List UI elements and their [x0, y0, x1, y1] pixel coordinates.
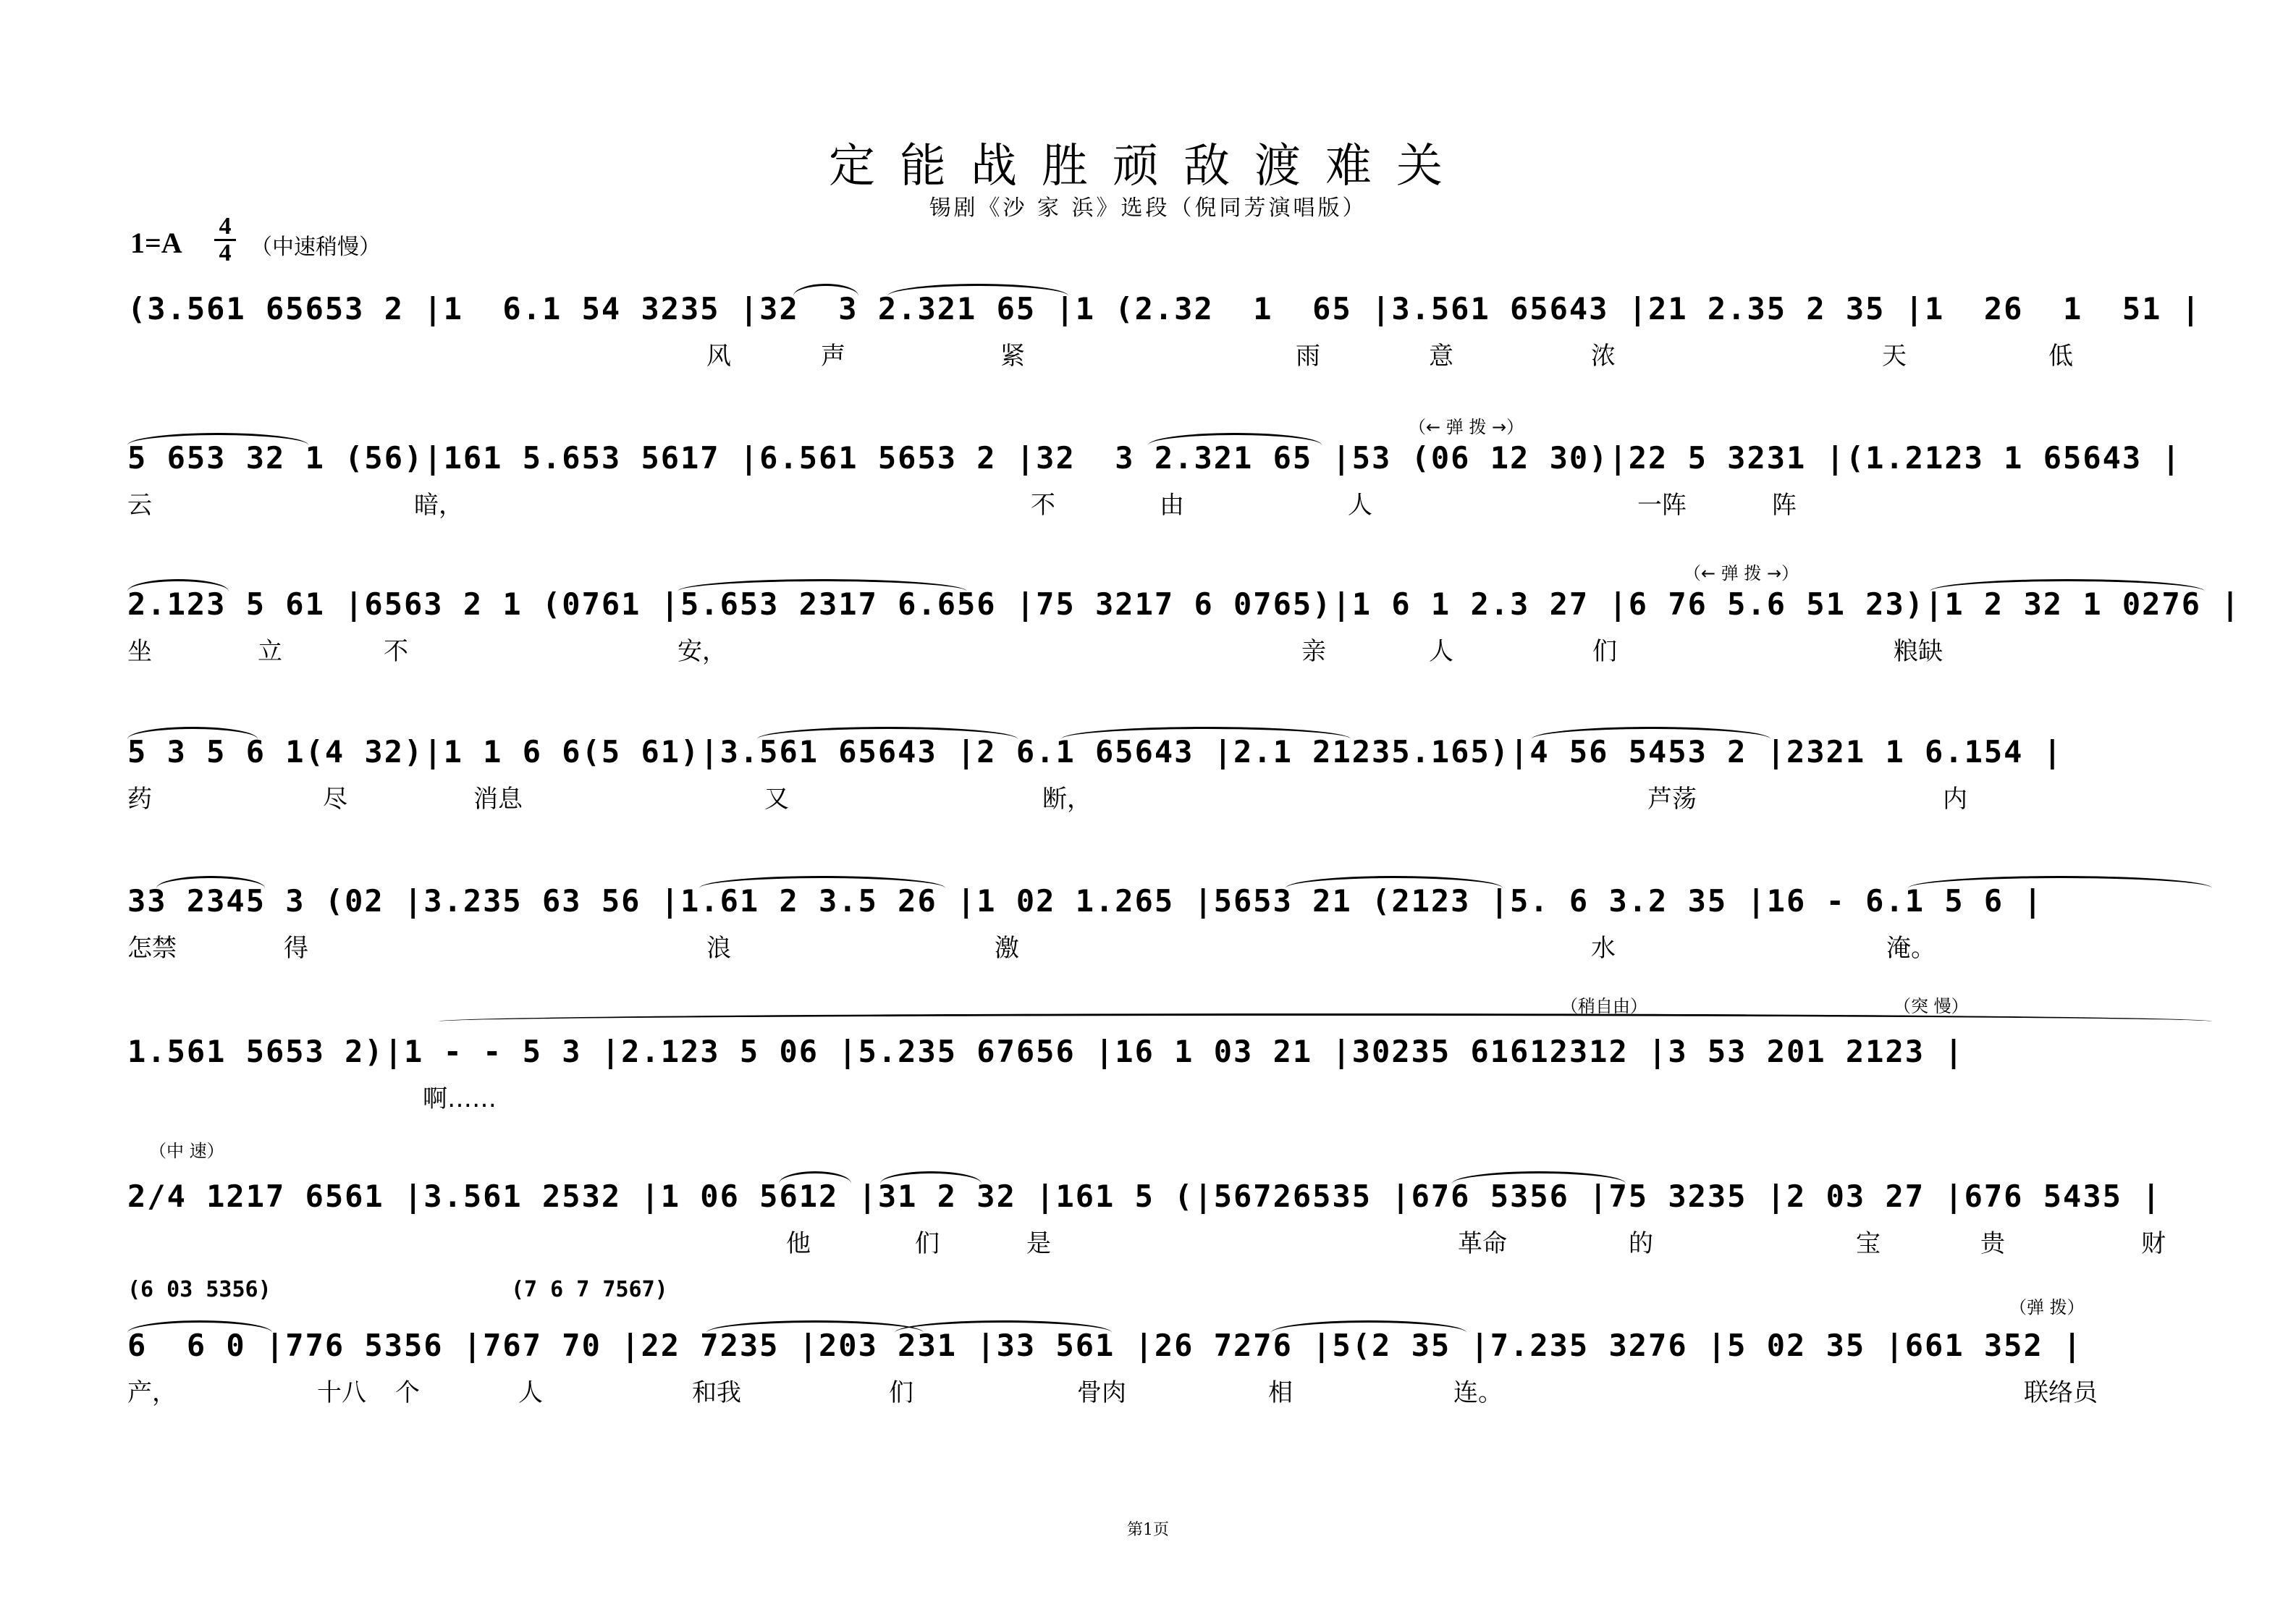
page-number: 第1页: [1127, 1521, 1169, 1539]
annotation: （← 弹 拨 →）: [1409, 417, 1524, 437]
notation-line: (3.561 65653 2 |1 6.1 54 3235 |32 3 2.321 65 |1 (2.32 1 65 |3.561 65643 |21 2.35 2 35 |1 26 1 51 |: [127, 291, 2202, 326]
annotation: (6 03 5356): [127, 1277, 271, 1302]
lyric: 暗，: [414, 491, 463, 520]
lyric: 芦荡: [1647, 785, 1697, 814]
lyric: 由: [1160, 491, 1184, 520]
lyric: 水: [1591, 934, 1616, 963]
lyric: 连。: [1453, 1378, 1503, 1407]
lyric: 十八: [317, 1378, 366, 1407]
lyric: 雨: [1296, 342, 1320, 371]
annotation: （← 弹 拨 →）: [1684, 563, 1799, 583]
lyric: 尽: [323, 785, 347, 814]
lyric: 的: [1629, 1229, 1653, 1258]
lyric: 粮缺: [1894, 637, 1943, 666]
lyric: 财: [2141, 1229, 2166, 1258]
notation-line: 2/4 1217 6561 |3.561 2532 |1 06 5612 |31 2 32 |161 5 (|56726535 |676 5356 |75 3235 |2 03 27 |676 5435 |: [127, 1179, 2162, 1214]
lyric: 激: [995, 934, 1019, 963]
lyric: 贵: [1980, 1229, 2005, 1258]
key-signature: 1=A: [130, 227, 182, 259]
lyric: 安，: [678, 637, 727, 666]
lyric: 不: [1031, 491, 1055, 520]
tempo-marking: （中速稍慢）: [250, 235, 381, 260]
lyric: 浓: [1591, 342, 1616, 371]
notation-line: 5 3 5 6 1(4 32)|1 1 6 6(5 61)|3.561 65643 |2 6.1 65643 |2.1 21235.165)|4 56 5453 2 |2321 1 6.154 |: [127, 734, 2064, 770]
lyric: 浪: [706, 934, 731, 963]
lyric: 和我: [692, 1378, 741, 1407]
notation-line: 6 6 0 |776 5356 |767 70 |22 7235 |203 231 |33 561 |26 7276 |5(2 35 |7.235 3276 |5 02 35 |661 352 |: [127, 1328, 2083, 1363]
notation-line: 2.123 5 61 |6563 2 1 (0761 |5.653 2317 6.656 |75 3217 6 0765)|1 6 1 2.3 27 |6 76 5.6 51 23)|1 2 32 1 0276 |: [127, 586, 2241, 622]
lyric: 骨肉: [1077, 1378, 1126, 1407]
lyric: 天: [1882, 342, 1907, 371]
lyric: 个: [395, 1378, 420, 1407]
lyric: 声: [821, 342, 845, 371]
song-title: 定能战胜顽敌渡难关: [829, 140, 1467, 193]
lyric: 人: [1429, 637, 1453, 666]
lyric: 风: [706, 342, 731, 371]
lyric: 低: [2048, 342, 2073, 371]
time-signature-top: 4: [219, 213, 232, 240]
annotation: （中 速）: [149, 1141, 224, 1161]
lyric: 相: [1268, 1378, 1293, 1407]
lyric: 是: [1026, 1229, 1051, 1258]
lyric: 人: [1348, 491, 1372, 520]
lyric: 立: [258, 637, 282, 666]
lyric: 们: [915, 1229, 940, 1258]
lyric: 们: [889, 1378, 913, 1407]
lyric: 啊……: [423, 1084, 497, 1113]
lyric: 产，: [127, 1378, 177, 1407]
annotation: （弹 拨）: [2009, 1297, 2085, 1318]
lyric: 药: [127, 785, 152, 814]
lyric: 云: [127, 491, 152, 520]
lyric: 们: [1592, 637, 1617, 666]
lyric: 意: [1429, 342, 1453, 371]
lyric: 断，: [1042, 785, 1092, 814]
lyric: 他: [786, 1229, 811, 1258]
lyric: 淹。: [1886, 934, 1936, 963]
lyric: 革命: [1458, 1229, 1507, 1258]
lyric: 得: [284, 934, 308, 963]
lyric: 联络员: [2024, 1378, 2098, 1407]
lyric: 阵: [1772, 491, 1797, 520]
lyric: 人: [518, 1378, 543, 1407]
lyric: 内: [1943, 785, 1967, 814]
time-signature: [214, 214, 236, 266]
lyric: 亲: [1301, 637, 1326, 666]
song-subtitle: 锡剧《沙 家 浜》选段（倪同芳演唱版）: [929, 195, 1367, 221]
notation-line: 5 653 32 1 (56)|161 5.653 5617 |6.561 5653 2 |32 3 2.321 65 |53 (06 12 30)|22 5 3231 |(1.2123 1 65643 |: [127, 440, 2182, 476]
lyric: 坐: [127, 637, 152, 666]
lyric: 宝: [1856, 1229, 1881, 1258]
annotation: （突 慢）: [1894, 996, 1969, 1016]
annotation: （稍自由）: [1561, 996, 1647, 1016]
lyric: 一阵: [1637, 491, 1687, 520]
lyric: 怎禁: [127, 934, 177, 963]
lyric: 紧: [1000, 342, 1025, 371]
notation-line: 33 2345 3 (02 |3.235 63 56 |1.61 2 3.5 26 |1 02 1.265 |5653 21 (2123 |5. 6 3.2 35 |16 - 6.1 5 6 |: [127, 883, 2043, 919]
notation-line: 1.561 5653 2)|1 - - 5 3 |2.123 5 06 |5.235 67656 |16 1 03 21 |30235 61612312 |3 53 201 2123 |: [127, 1034, 1964, 1069]
lyric: 消息: [473, 785, 523, 814]
annotation: (7 6 7 7567): [511, 1277, 668, 1302]
lyric: 又: [764, 785, 789, 814]
lyric: 不: [384, 637, 408, 666]
time-signature-bottom: 4: [214, 239, 236, 266]
